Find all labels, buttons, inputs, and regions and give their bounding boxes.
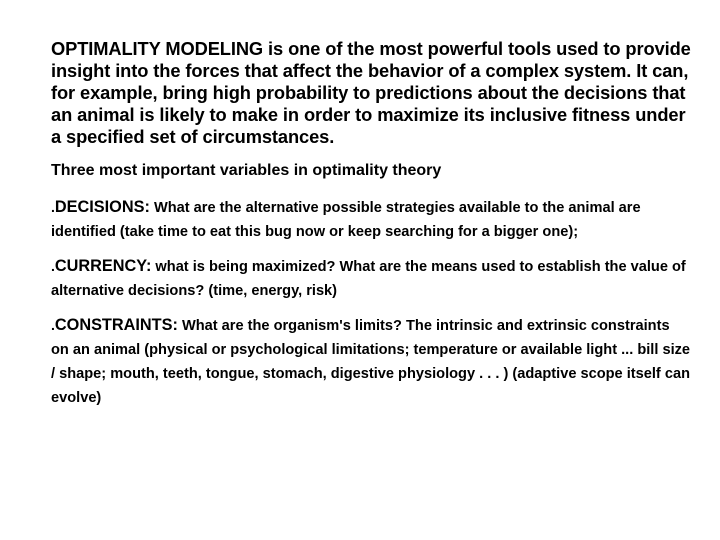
intro-paragraph	[51, 38, 691, 148]
bullet-dot: .	[51, 258, 55, 274]
bullet-dot: .	[51, 199, 55, 215]
slide-content	[51, 38, 691, 410]
intro-lead: OPTIMALITY MODELING	[51, 38, 264, 59]
bullet-dot: .	[51, 317, 55, 333]
variable-decisions	[51, 195, 691, 244]
section-heading: Three most important variables in optimality theory	[51, 162, 442, 179]
variable-currency	[51, 254, 691, 303]
variable-text: What are the organism's limits? The intrinsic and extrinsic constraints on an animal (physical or psychological limitations; temperature or available light ... bill size / shape; mouth, teeth, tongue, stomach, digestive physiology . . . ) (adaptive scope itself can evolve)	[51, 318, 691, 406]
variable-constraints	[51, 313, 691, 410]
variable-label: DECISIONS:	[54, 198, 150, 216]
variable-label: CURRENCY:	[54, 257, 152, 275]
variable-label: CONSTRAINTS:	[54, 316, 178, 334]
intro-text: is one of the most powerful tools used to provide insight into the forces that affect the behavior of a complex system. It can, for example, bring high probability to predictions about the decisions that an animal is likely to make in order to maximize its inclusive fitness under a specified set of circumstances.	[51, 38, 691, 147]
variable-text: What are the alternative possible strategies available to the animal are identified (take time to eat this bug now or keep searching for a bigger one);	[51, 200, 641, 240]
variable-text: what is being maximized? What are the means used to establish the value of alternative decisions? (time, energy, risk)	[51, 259, 686, 299]
